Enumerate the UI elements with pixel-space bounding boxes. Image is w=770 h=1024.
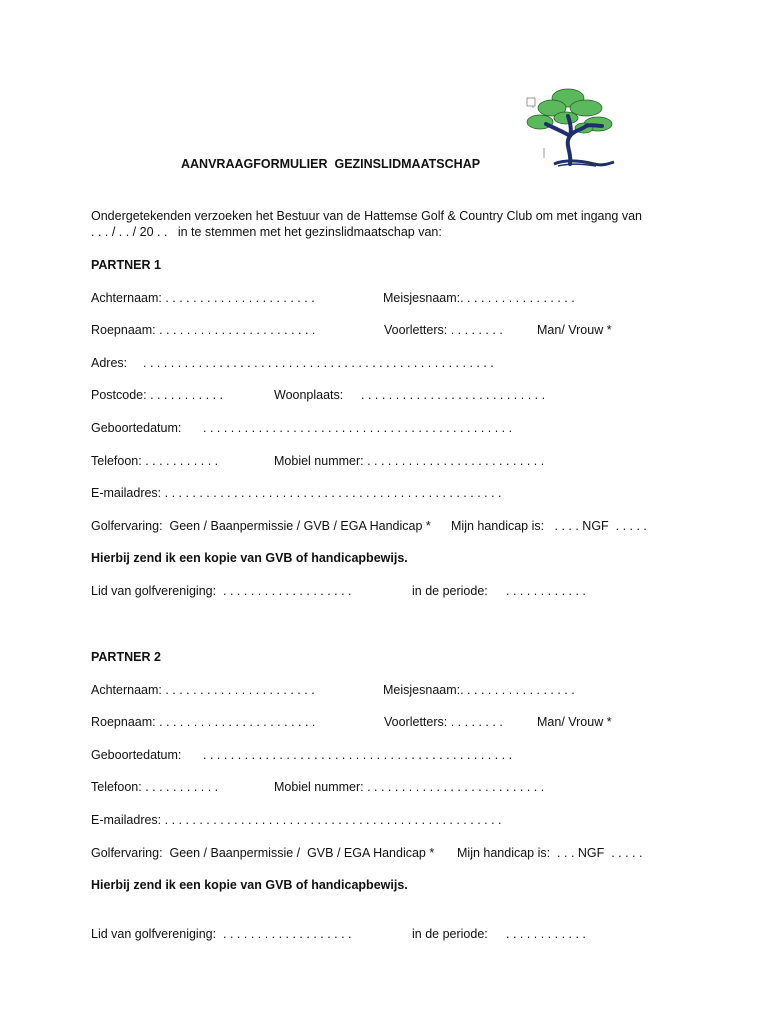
partner2-achternaam-field[interactable]: Achternaam: . . . . . . . . . . . . . . . . . . . . . .: [91, 683, 315, 697]
page-title: AANVRAAGFORMULIER GEZINSLIDMAATSCHAP: [181, 157, 481, 171]
partner1-woonplaats-label: Woonplaats:: [274, 388, 344, 402]
intro-line-1: Ondergetekenden verzoeken het Bestuur van de Hattemse Golf & Country Club om met ingang van: [91, 209, 643, 223]
partner1-telefoon-field[interactable]: Telefoon: . . . . . . . . . . .: [91, 454, 219, 468]
partner1-golfvereniging-field[interactable]: Lid van golfvereniging: . . . . . . . . . . . . . . . . . . .: [91, 584, 352, 598]
partner1-meisjesnaam-field[interactable]: Meisjesnaam:. . . . . . . . . . . . . . . . .: [383, 291, 575, 305]
partner1-postcode-field[interactable]: Postcode: . . . . . . . . . . .: [91, 388, 223, 402]
partner2-kopie-note: Hierbij zend ik een kopie van GVB of handicapbewijs.: [91, 878, 408, 892]
partner1-adres-field[interactable]: . . . . . . . . . . . . . . . . . . . . . . . . . . . . . . . . . . . . . . . . . . . . . . . . . . .: [143, 356, 494, 370]
partner1-roepnaam-field[interactable]: Roepnaam: . . . . . . . . . . . . . . . . . . . . . . .: [91, 323, 316, 337]
partner2-heading: PARTNER 2: [91, 650, 161, 664]
partner1-kopie-note: Hierbij zend ik een kopie van GVB of handicapbewijs.: [91, 551, 408, 565]
partner2-gender-option[interactable]: Man/ Vrouw *: [537, 715, 612, 729]
partner2-periode-label: in de periode:: [412, 927, 488, 941]
partner1-heading: PARTNER 1: [91, 258, 161, 272]
partner1-handicap-field[interactable]: Mijn handicap is: . . . . NGF . . . . .: [451, 519, 647, 533]
partner2-geboortedatum-label: Geboortedatum:: [91, 748, 182, 762]
partner1-voorletters-field[interactable]: Voorletters: . . . . . . . .: [384, 323, 503, 337]
partner1-geboortedatum-label: Geboortedatum:: [91, 421, 182, 435]
start-date-field[interactable]: . . . / . . / 20 . . in te stemmen met het gezinslidmaatschap van:: [91, 225, 442, 239]
golf-tree-logo-icon: [524, 86, 616, 168]
partner2-mobiel-field[interactable]: Mobiel nummer: . . . . . . . . . . . . . . . . . . . . . . . . . .: [274, 780, 545, 794]
partner1-email-field[interactable]: E-mailadres: . . . . . . . . . . . . . . . . . . . . . . . . . . . . . . . . . . . . . . . . . . . . . . . . .: [91, 486, 502, 500]
partner2-golfvereniging-field[interactable]: Lid van golfvereniging: . . . . . . . . . . . . . . . . . . .: [91, 927, 352, 941]
partner2-email-field[interactable]: E-mailadres: . . . . . . . . . . . . . . . . . . . . . . . . . . . . . . . . . . . . . . . . . . . . . . . . .: [91, 813, 502, 827]
partner1-mobiel-field[interactable]: Mobiel nummer: . . . . . . . . . . . . . . . . . . . . . . . . . .: [274, 454, 545, 468]
partner2-geboortedatum-field[interactable]: . . . . . . . . . . . . . . . . . . . . . . . . . . . . . . . . . . . . . . . . . . . . .: [203, 748, 513, 762]
partner1-gender-option[interactable]: Man/ Vrouw *: [537, 323, 612, 337]
partner2-roepnaam-field[interactable]: Roepnaam: . . . . . . . . . . . . . . . . . . . . . . .: [91, 715, 316, 729]
partner1-adres-label: Adres:: [91, 356, 128, 370]
partner1-periode-label: in de periode:: [412, 584, 488, 598]
partner2-voorletters-field[interactable]: Voorletters: . . . . . . . .: [384, 715, 503, 729]
partner1-geboortedatum-field[interactable]: . . . . . . . . . . . . . . . . . . . . . . . . . . . . . . . . . . . . . . . . . . . . .: [203, 421, 513, 435]
partner1-golfervaring-option[interactable]: Golfervaring: Geen / Baanpermissie / GVB / EGA Handicap *: [91, 519, 431, 533]
partner2-telefoon-field[interactable]: Telefoon: . . . . . . . . . . .: [91, 780, 219, 794]
partner1-woonplaats-field[interactable]: . . . . . . . . . . . . . . . . . . . . . . . . . . .: [361, 388, 546, 402]
partner2-golfervaring-option[interactable]: Golfervaring: Geen / Baanpermissie / GVB / EGA Handicap *: [91, 846, 435, 860]
partner1-achternaam-field[interactable]: Achternaam: . . . . . . . . . . . . . . . . . . . . . .: [91, 291, 315, 305]
partner2-handicap-field[interactable]: Mijn handicap is: . . . NGF . . . . .: [457, 846, 643, 860]
partner1-periode-field[interactable]: . . . . . . . . . . . .: [506, 584, 586, 598]
partner2-periode-field[interactable]: . . . . . . . . . . . .: [506, 927, 586, 941]
partner2-meisjesnaam-field[interactable]: Meisjesnaam:. . . . . . . . . . . . . . . . .: [383, 683, 575, 697]
